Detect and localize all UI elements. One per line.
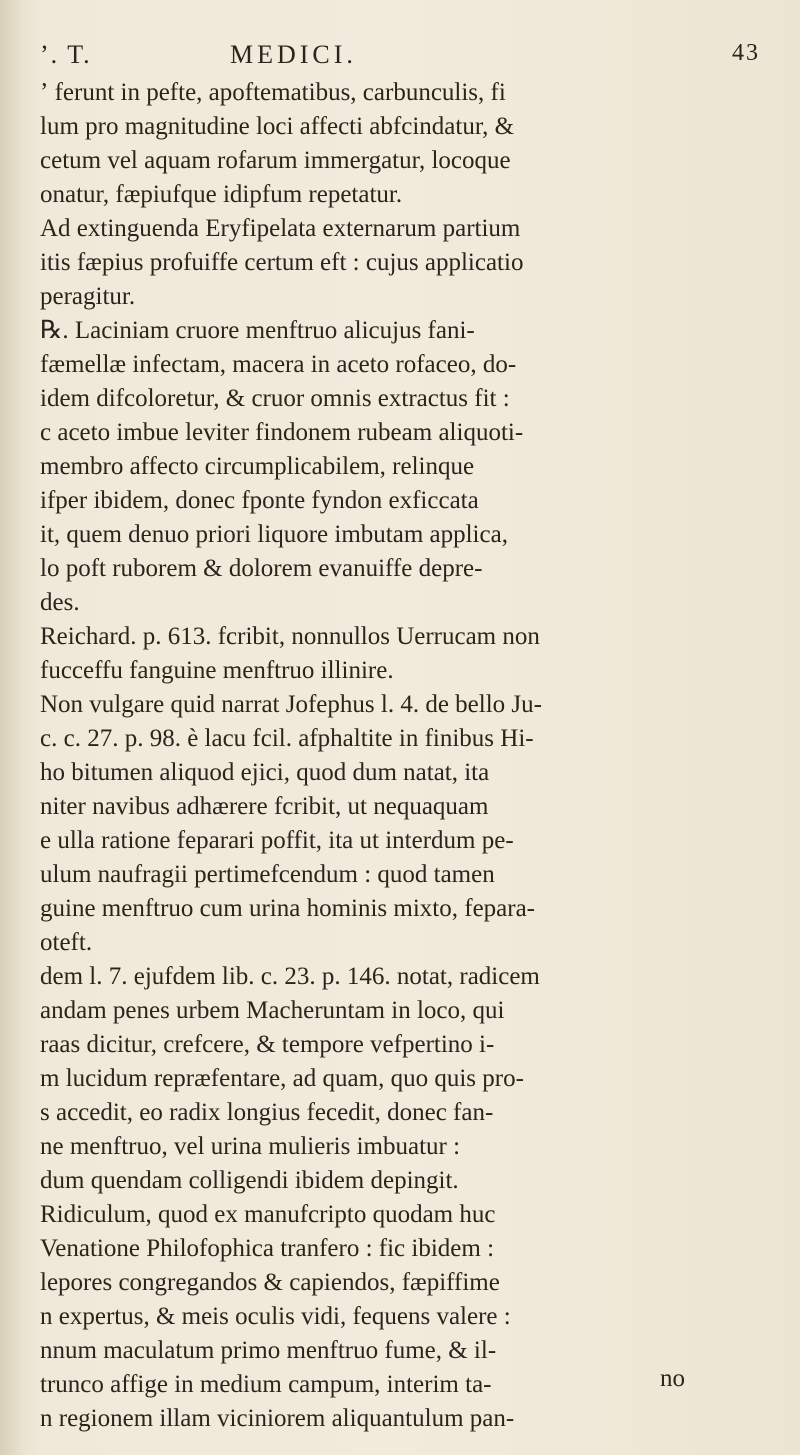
text-line: lum pro magnitudine loci affecti abfcindatur, & <box>40 113 515 140</box>
text-line: ulum naufragii pertimefcendum : quod tamen <box>40 861 495 888</box>
text-line: it, quem denuo priori liquore imbutam applica, <box>40 521 508 548</box>
text-line: n expertus, & meis oculis vidi, fequens valere : <box>40 1303 511 1330</box>
text-line: fucceffu fanguine menftruo illinire. <box>40 657 394 684</box>
text-line: cetum vel aquam rofarum immergatur, locoque <box>40 147 511 174</box>
text-line: des. <box>40 589 80 616</box>
text-line: lo poft ruborem & dolorem evanuiffe depre- <box>40 555 483 582</box>
text-line: dum quendam colligendi ibidem depingit. <box>40 1167 459 1194</box>
text-line: m lucidum repræfentare, ad quam, quo quis pro- <box>40 1065 524 1092</box>
body-text <box>40 76 780 1436</box>
text-line: niter navibus adhærere fcribit, ut nequaquam <box>40 793 489 820</box>
text-line: ifper ibidem, donec fponte fyndon exficcata <box>40 487 479 514</box>
page-number: 43 <box>732 40 760 66</box>
text-line: membro affecto circumplicabilem, relinque <box>40 453 475 480</box>
text-line: s accedit, eo radix longius fecedit, donec fan- <box>40 1099 494 1126</box>
running-header <box>40 40 760 76</box>
text-line: onatur, fæpiufque idipfum repetatur. <box>40 181 403 208</box>
text-line: Ridiculum, quod ex manufcripto quodam huc <box>40 1201 496 1228</box>
text-line: fæmellæ infectam, macera in aceto rofaceo, do- <box>40 351 517 378</box>
text-line: raas dicitur, crefcere, & tempore vefpertino i- <box>40 1031 495 1058</box>
text-line: Non vulgare quid narrat Jofephus l. 4. de bello Ju- <box>40 691 542 718</box>
text-line: Ad extinguenda Eryfipelata externarum partium <box>40 215 521 242</box>
text-line: andam penes urbem Macheruntam in loco, qui <box>40 997 505 1024</box>
text-line: oteft. <box>40 929 93 956</box>
text-line: ℞. Laciniam cruore menftruo alicujus fani- <box>40 317 475 344</box>
text-line: dem l. 7. ejufdem lib. c. 23. p. 146. notat, radicem <box>40 963 540 990</box>
header-title: MEDICI. <box>230 40 357 69</box>
text-line: e ulla ratione feparari poffit, ita ut interdum pe- <box>40 827 514 854</box>
text-line: Venatione Philofophica tranfero : fic ibidem : <box>40 1235 495 1262</box>
text-line: Reichard. p. 613. fcribit, nonnullos Uerrucam non <box>40 623 540 650</box>
text-line: ne menftruo, vel urina mulieris imbuatur : <box>40 1133 461 1160</box>
text-line: peragitur. <box>40 283 136 310</box>
text-line: c aceto imbue leviter findonem rubeam aliquoti- <box>40 419 524 446</box>
text-line: lepores congregandos & capiendos, fæpiffime <box>40 1269 500 1296</box>
text-line: ʼ ferunt in pefte, apoftematibus, carbunculis, fi <box>40 79 506 106</box>
catchword: no <box>660 1365 685 1392</box>
text-line: ho bitumen aliquod ejici, quod dum natat, ita <box>40 759 490 786</box>
page-gutter <box>0 0 22 1455</box>
text-line: trunco affige in medium campum, interim ta- <box>40 1371 492 1398</box>
text-line: itis fæpius profuiffe certum eft : cujus applicatio <box>40 249 524 276</box>
header-left: ʼ. T. <box>40 40 92 69</box>
text-line: n regionem illam viciniorem aliquantulum pan- <box>40 1405 515 1432</box>
text-line: guine menftruo cum urina hominis mixto, fepara- <box>40 895 536 922</box>
text-line: nnum maculatum primo menftruo fume, & il- <box>40 1337 497 1364</box>
text-line: c. c. 27. p. 98. è lacu fcil. afphaltite in finibus Hi- <box>40 725 534 752</box>
text-line: idem difcoloretur, & cruor omnis extractus fit : <box>40 385 510 412</box>
